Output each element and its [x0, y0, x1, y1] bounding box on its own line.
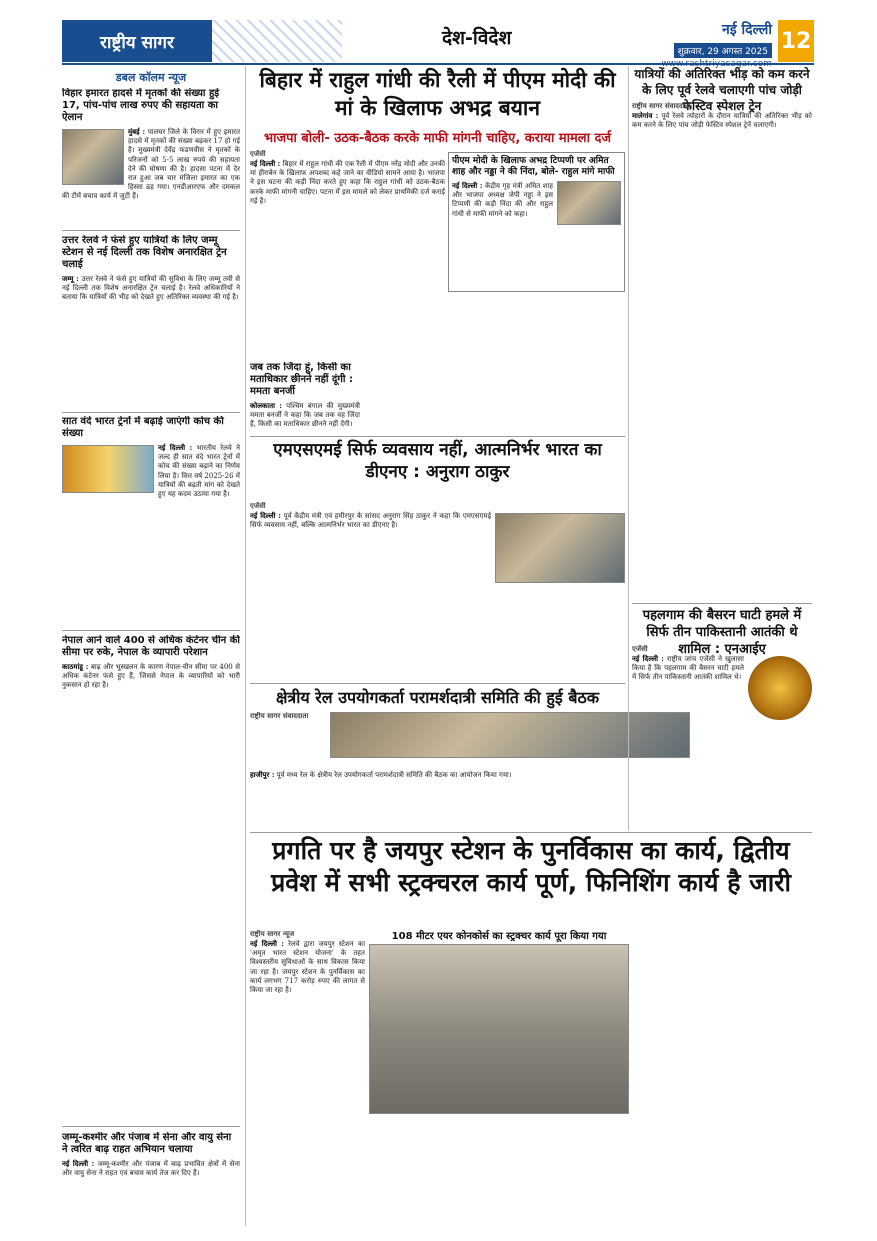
- double-column-title: डबल कॉलम न्यूज: [115, 71, 187, 84]
- story-headline: सात वंदे भारत ट्रेनों में बढ़ाई जाएंगी कोच की संख्या: [62, 416, 224, 439]
- pahalgam-byline: एजेंसी: [632, 645, 648, 653]
- dateline-block: [612, 20, 772, 69]
- jaipur-body: रेलवे द्वारा जयपुर स्टेशन का 'अमृत भारत स्टेशन योजना' के तहत विश्वस्तरीय सुविधाओं के साथ विकास किया जा रहा है। जयपुर स्टेशन के पुनर्विकास का कार्य लगभग 717 करोड़ रुपए की लागत से किया जा रहा है।: [250, 940, 365, 995]
- edition-city: नई दिल्ली: [721, 22, 772, 38]
- story-nepal: [62, 635, 240, 860]
- jaipur-headline: प्रगति पर है जयपुर स्टेशन के पुनर्विकास का कार्य, द्वितीय प्रवेश में सभी स्ट्रक्चरल कार्य पूर्ण, फिनिशिंग कार्य है जारी: [271, 836, 791, 897]
- jaipur-station-photo: [369, 944, 629, 1114]
- story-dateline: जम्मू :: [62, 274, 79, 283]
- story-body: बाढ़ और भूस्खलन के कारण नेपाल-चीन सीमा पर 400 से अधिक कंटेनर फंसे हुए हैं, जिससे नेपाल के व्यापारियों को भारी नुकसान हो रहा है।: [62, 663, 240, 690]
- story-jk-flood: [62, 1132, 240, 1222]
- divider: [62, 412, 240, 413]
- story-headline: उत्तर रेलवे ने फंसे हुए यात्रियों के लिए जम्मू स्टेशन से नई दिल्ली तक विशेष अनारक्षित ट्रेन चलाई: [62, 235, 227, 270]
- edition-date: शुक्रवार, 29 अगस्त 2025: [674, 43, 772, 58]
- section-title: देश-विदेश: [442, 27, 512, 49]
- msme-byline: एजेंसी: [250, 502, 266, 510]
- masthead-rule: [62, 63, 814, 65]
- jaipur-byline: राष्ट्रीय सागर न्यूज: [250, 930, 295, 938]
- story-dateline: नई दिल्ली :: [158, 443, 193, 452]
- pahalgam-body-text: राष्ट्रीय जांच एजेंसी ने खुलासा किया है कि पहलगाम की बैसरन घाटी हमले में सिर्फ तीन पाकिस्तानी आतंकी शामिल थे।: [632, 655, 744, 682]
- page-number: 12: [778, 20, 814, 62]
- story-headline: विहार इमारत हादसे में मृतकों की संख्या हुई 17, पांच-पांच लाख रुपए की सहायता का ऐलान: [62, 88, 220, 123]
- divider: [250, 436, 625, 437]
- divider: [250, 683, 625, 684]
- festive-trains-headline: यात्रियों की अतिरिक्त भीड़ को कम करने के लिए पूर्व रेलवे चलाएगी पांच जोड़ी फेस्टिव स्पेशल ट्रेन: [634, 67, 810, 113]
- shah-nadda-inset: [448, 152, 625, 292]
- inset-headline: पीएम मोदी के खिलाफ अभद्र टिप्पणी पर अमित शाह और नड्डा ने की निंदा, बोले- राहुल मांगे माफी: [452, 156, 615, 177]
- rail-dateline: हाजीपुर :: [250, 770, 275, 779]
- masthead-pattern: [212, 20, 342, 62]
- divider: [62, 630, 240, 631]
- msme-story-body: [250, 502, 625, 680]
- lead-body: बिहार में राहुल गांधी की एक रैली में पीएम नरेंद्र मोदी और उनकी मां हीराबेन के खिलाफ अपशब्द कहे जाने का वीडियो सामने आया है। भाजपा ने इस घटना की कड़ी निंदा करते हुए कहा कि राहुल गांधी को उठक-बैठक करके माफी मांगनी चाहिए। पटना में इस मामले को लेकर प्राथमिकी दर्ज कराई गई है।: [250, 160, 445, 205]
- story-vande-bharat: [62, 416, 240, 628]
- msme-body: पूर्व केंद्रीय मंत्री एवं हमीरपुर के सांसद अनुराग सिंह ठाकुर ने कहा कि एमएसएमई सिर्फ व्यवसाय नहीं, बल्कि आत्मनिर्भर भारत का डीएनए है।: [250, 512, 492, 530]
- rail-byline: राष्ट्रीय सागर संवाददाता: [250, 712, 309, 720]
- lead-dateline: नई दिल्ली :: [250, 159, 281, 168]
- story-virar: [62, 88, 240, 226]
- column-divider: [628, 66, 629, 831]
- rail-meeting-headline: क्षेत्रीय रेल उपयोगकर्ता परामर्शदात्री समिति की हुई बैठक: [275, 688, 600, 707]
- inset-photo: [557, 181, 621, 225]
- story-dateline: नई दिल्ली :: [62, 1159, 95, 1168]
- story-headline: जम्मू-कश्मीर और पंजाब में सेना और वायु सेना ने त्वरित बाढ़ राहत अभियान चलाया: [62, 1132, 232, 1155]
- divider: [250, 832, 812, 833]
- story-body: जम्मू-कश्मीर और पंजाब में बाढ़ प्रभावित क्षेत्रों में सेना और वायु सेना ने राहत एवं बचाव कार्य तेज कर दिए हैं।: [62, 1160, 240, 1178]
- lead-byline: एजेंसी: [250, 150, 266, 158]
- msme-dateline: नई दिल्ली :: [250, 511, 281, 520]
- pahalgam-dateline: नई दिल्ली :: [632, 654, 664, 663]
- divider: [62, 230, 240, 231]
- story-dateline: काठमांडू :: [62, 662, 89, 671]
- brand-logo: राष्ट्रीय सागर: [62, 20, 212, 62]
- story-photo: [62, 129, 124, 185]
- divider: [632, 603, 812, 604]
- pahalgam-headline: पहलगाम की बैसरन घाटी हमले में सिर्फ तीन पाकिस्तानी आतंकी थे शामिल : एनआईए: [642, 608, 802, 657]
- inset-body: केंद्रीय गृह मंत्री अमित शाह और भाजपा अध्यक्ष जेपी नड्डा ने इस टिप्पणी की कड़ी निंदा की और राहुल गांधी से माफी मांगने को कहा।: [452, 182, 554, 218]
- story-headline: नेपाल आने वाले 400 से अधिक कंटेनर चीन की सीमा पर रुके, नेपाल के व्यापारी परेशान: [62, 635, 240, 658]
- jaipur-dateline: नई दिल्ली :: [250, 939, 284, 948]
- story-body: भारतीय रेलवे ने जल्द ही सात वंदे भारत ट्रेनों में कोच की संख्या बढ़ाने का निर्णय लिया है। वित्त वर्ष 2025-26 में यात्रियों की बढ़ती मांग को देखते हुए यह कदम उठाया गया है।: [158, 444, 240, 499]
- train-photo: [62, 445, 154, 493]
- inset-dateline: नई दिल्ली :: [452, 181, 483, 190]
- story-jammu-train: [62, 235, 240, 410]
- nia-emblem: [748, 656, 812, 720]
- masthead: [62, 20, 814, 62]
- story-body: पालघर जिले के विरार में हुए इमारत हादसे में मृतकों की संख्या बढ़कर 17 हो गई है। मुख्यमंत्री देवेंद्र फडणवीस ने मृतकों के परिजनों को 5-5 लाख रुपये की सहायता देने की घोषणा की है। हादसा पटना में देर रात हुआ जब चार मंजिला इमारत का एक हिस्सा ढह गया। एनडीआरएफ और दमकल की टीमें बचाव कार्य में जुटी हैं।: [62, 128, 240, 201]
- mamata-story: [250, 362, 360, 434]
- mamata-headline: जब तक जिंदा हूं, किसी का मताधिकार छीनने नहीं दूंगी : ममता बनर्जी: [250, 362, 353, 397]
- lead-subheadline: भाजपा बोली- उठक-बैठक करके माफी मांगनी चाहिए, कराया मामला दर्ज: [263, 131, 612, 146]
- divider: [62, 1126, 240, 1127]
- rail-body: पूर्व मध्य रेल के क्षेत्रीय रेल उपयोगकर्ता परामर्शदात्री समिति की बैठक का आयोजन किया गया।: [276, 771, 512, 779]
- mamata-body: पश्चिम बंगाल की मुख्यमंत्री ममता बनर्जी ने कहा कि जब तक वह जिंदा हैं, किसी का मताधिकार छीनने नहीं देंगी।: [250, 402, 360, 429]
- jaipur-photo-caption: 108 मीटर एयर कोनकोर्स का स्ट्रक्चर कार्य पूरा किया गया: [391, 931, 607, 942]
- festive-dateline: मालेगांव :: [632, 111, 659, 120]
- lead-story-body: [250, 150, 445, 360]
- story-dateline: मुंबई :: [128, 127, 146, 136]
- story-body: उत्तर रेलवे ने फंसे हुए यात्रियों की सुविधा के लिए जम्मू तवी से नई दिल्ली तक विशेष अनारक्षित ट्रेन चलाई है। रेलवे अधिकारियों ने बताया कि यात्रियों की भीड़ को देखते हुए अतिरिक्त व्यवस्था की गई है।: [62, 275, 240, 302]
- jaipur-body-left: [250, 930, 365, 1220]
- lead-headline: बिहार में राहुल गांधी की रैली में पीएम मोदी की मां के खिलाफ अभद्र बयान: [259, 68, 616, 120]
- msme-headline: एमएसएमई सिर्फ व्यवसाय नहीं, आत्मनिर्भर भारत का डीएनए : अनुराग ठाकुर: [273, 440, 602, 482]
- festive-body: पूर्व रेलवे त्योहारों के दौरान यात्रियों की अतिरिक्त भीड़ को कम करने के लिए पांच जोड़ी फेस्टिव स्पेशल ट्रेनें चलाएगी।: [632, 112, 812, 130]
- column-divider: [245, 66, 246, 1226]
- pahalgam-body: [632, 645, 812, 830]
- mamata-dateline: कोलकाता :: [250, 401, 282, 410]
- msme-photo: [495, 513, 625, 583]
- festive-byline: राष्ट्रीय सागर संवाददाता: [632, 102, 691, 110]
- festive-trains-body: [632, 102, 812, 600]
